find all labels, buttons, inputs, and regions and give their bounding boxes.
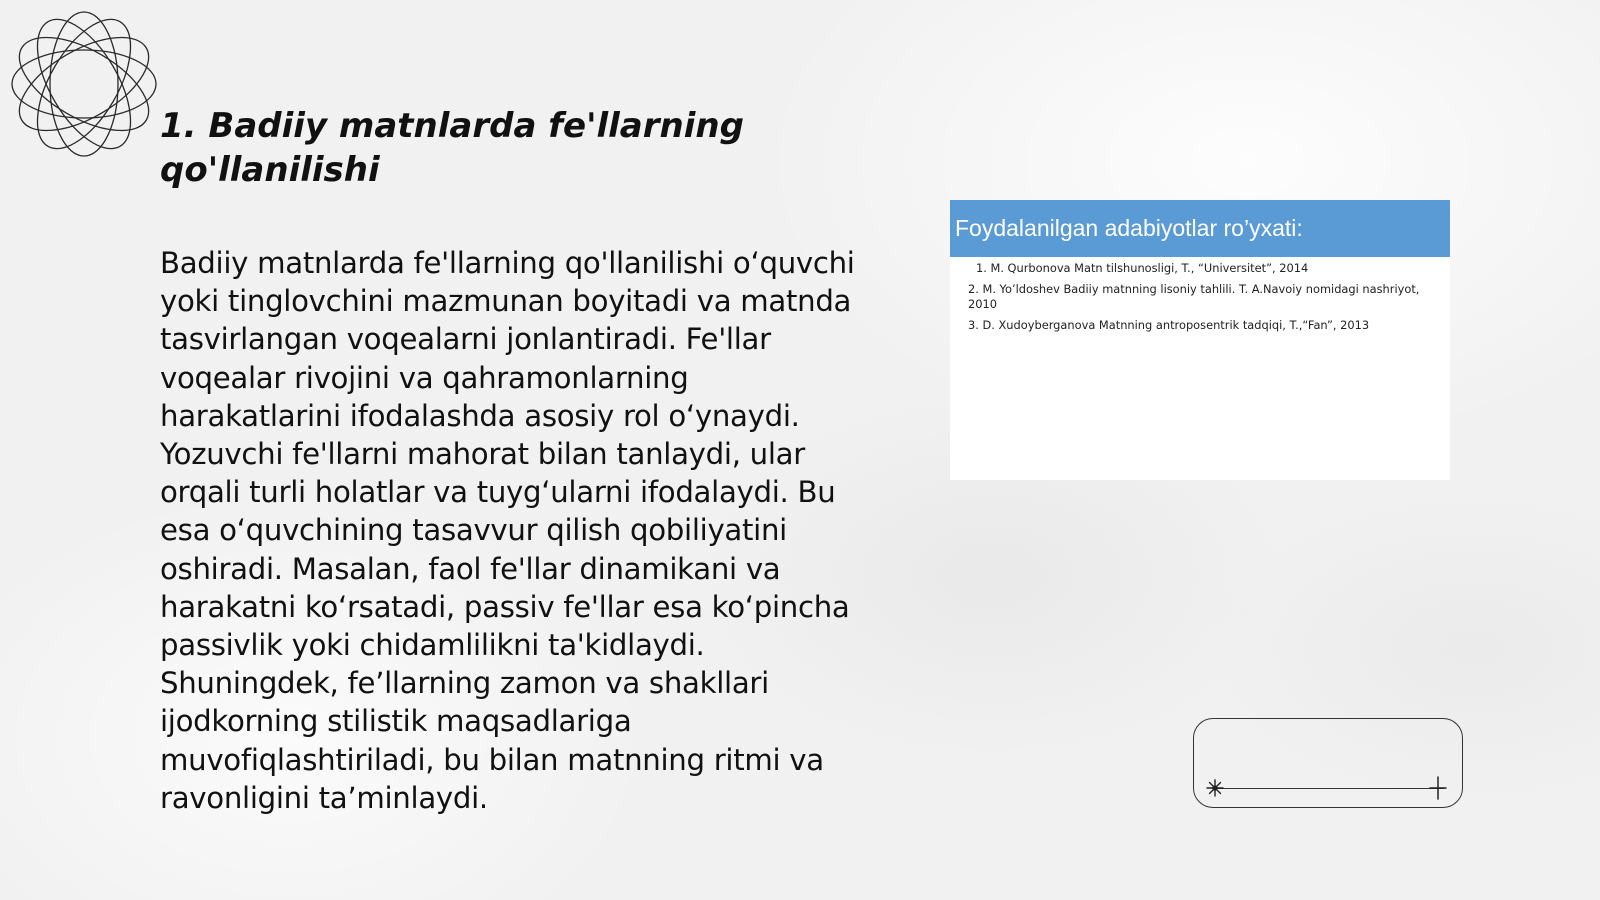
timeline-line [1212, 788, 1444, 789]
reference-item: 1. M. Qurbonova Matn tilshunosligi, T., “Universitet”, 2014 [976, 261, 1309, 275]
slide-title: 1. Badiiy matnlarda fe'llarning qo'llanilishi [160, 106, 744, 190]
sparkle-icon [1204, 777, 1226, 799]
references-list [950, 257, 1450, 333]
references-heading: Foydalanilgan adabiyotlar ro’yxati: [950, 200, 1450, 257]
references-panel [950, 200, 1450, 480]
reference-item: 2. M. Yo’ldoshev Badiiy matnning lisoniy tahlili. T. A.Navoiy nomidagi nashriyot, 2010 [968, 282, 1420, 311]
timeline-decoration [1193, 718, 1463, 808]
rosette-ornament-icon [10, 10, 158, 158]
plus-marker-icon [1426, 776, 1450, 800]
reference-item: 3. D. Xudoyberganova Matnning antroposentrik tadqiqi, T.,“Fan”, 2013 [968, 318, 1370, 332]
body-paragraph: Badiiy matnlarda fe'llarning qo'llanilishi o‘quvchi yoki tinglovchini mazmunan boyitadi va matnda tasvirlangan voqealarni jonlantiradi. Fe'llar voqealar rivojini va qahramonlarning harakatlarini ifodalashda asosiy rol o‘ynaydi. Yozuvchi fe'llarni mahorat bilan tanlaydi, ular orqali turli holatlar va tuyg‘ularni ifodalaydi. Bu esa o‘quvchining tasavvur qilish qobiliyatini oshiradi. Masalan, faol fe'llar dinamikani va harakatni ko‘rsatadi, passiv fe'llar esa ko‘pincha passivlik yoki chidamlilikni ta'kidlaydi. Shuningdek, fe’llarning zamon va shakllari ijodkorning stilistik maqsadlariga muvofiqlashtiriladi, bu bilan matnning ritmi va ravonligini ta’minlaydi. [160, 246, 855, 815]
